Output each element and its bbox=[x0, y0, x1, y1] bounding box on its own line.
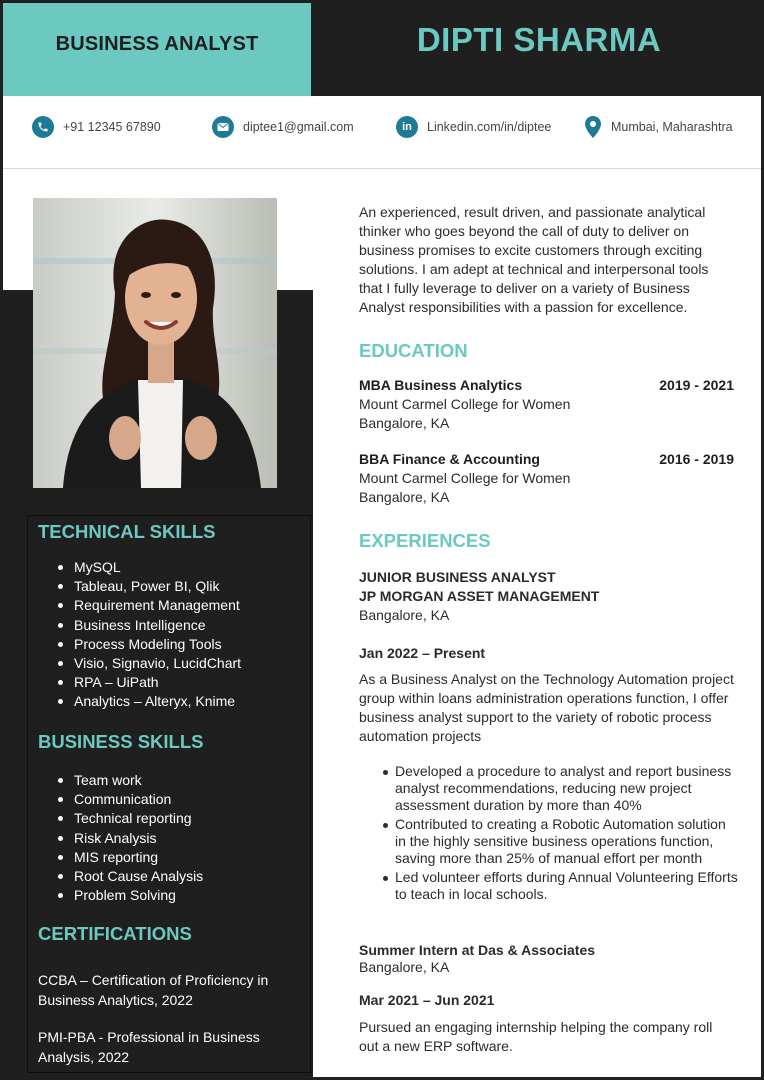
list-item: MIS reporting bbox=[38, 848, 203, 867]
education-entry bbox=[359, 376, 734, 433]
contact-location bbox=[584, 116, 733, 138]
linkedin-icon: in bbox=[396, 116, 418, 138]
profile-photo bbox=[33, 198, 277, 488]
list-item: RPA – UiPath bbox=[38, 673, 241, 692]
list-item: Technical reporting bbox=[38, 809, 203, 828]
list-item: Visio, Signavio, LucidChart bbox=[38, 654, 241, 673]
candidate-name: DIPTI SHARMA bbox=[416, 21, 662, 58]
job-role: JUNIOR BUSINESS ANALYST bbox=[359, 569, 556, 585]
contact-email[interactable] bbox=[212, 116, 354, 138]
contact-phone bbox=[32, 116, 161, 138]
list-item: Process Modeling Tools bbox=[38, 635, 241, 654]
list-item: Contributed to creating a Robotic Automation solution in the highly sensitive business operations function, saving more than 25% of manual effort per month bbox=[379, 816, 739, 867]
job-title: BUSINESS ANALYST bbox=[55, 33, 259, 55]
education-heading: EDUCATION bbox=[359, 340, 468, 361]
list-item: Communication bbox=[38, 790, 203, 809]
job-city: Bangalore, KA bbox=[359, 607, 450, 623]
sidebar-content-box bbox=[27, 515, 311, 1073]
phone-text: +91 12345 67890 bbox=[63, 120, 161, 134]
intern-description: Pursued an engaging internship helping the company roll out a new ERP software. bbox=[359, 1019, 713, 1054]
list-item: Business Intelligence bbox=[38, 616, 241, 635]
certifications-heading: CERTIFICATIONS bbox=[38, 923, 192, 944]
contact-linkedin[interactable] bbox=[396, 116, 551, 138]
job-achievements-list bbox=[379, 763, 739, 905]
contact-bar bbox=[3, 96, 761, 169]
linkedin-text: Linkedin.com/in/diptee bbox=[427, 120, 552, 134]
location-pin-icon bbox=[584, 116, 602, 138]
email-icon bbox=[212, 116, 234, 138]
certification-item: CCBA – Certification of Proficiency in Business Analytics, 2022 bbox=[38, 972, 269, 1008]
list-item: Tableau, Power BI, Qlik bbox=[38, 577, 241, 596]
degree-years: 2016 - 2019 bbox=[659, 451, 734, 467]
profile-summary: An experienced, result driven, and passionate analytical thinker who goes beyond the call of duty to deliver on business promises to excite customers through exciting solutions. I am adept at technical and interpersonal tools that I fully leverage to deliver on a variety of Business Analyst responsibilities with a passion for excellence. bbox=[359, 204, 709, 315]
school-name: Mount Carmel College for Women bbox=[359, 396, 571, 412]
technical-skills-heading: TECHNICAL SKILLS bbox=[38, 521, 216, 542]
intern-city: Bangalore, KA bbox=[359, 959, 450, 975]
list-item: Developed a procedure to analyst and report business analyst recommendations, reducing new project assessment duration by more than 40% bbox=[379, 763, 739, 814]
school-name: Mount Carmel College for Women bbox=[359, 470, 571, 486]
intern-dates: Mar 2021 – Jun 2021 bbox=[359, 992, 495, 1008]
list-item: Problem Solving bbox=[38, 886, 203, 905]
job-description: As a Business Analyst on the Technology Automation project group within loans administration operations function, I offer business analyst support to the variety of robotic process automation projects bbox=[359, 671, 734, 744]
certification-item: PMI-PBA - Professional in Business Analysis, 2022 bbox=[38, 1029, 260, 1065]
list-item: Root Cause Analysis bbox=[38, 867, 203, 886]
technical-skills-list bbox=[38, 558, 241, 712]
degree-title: BBA Finance & Accounting bbox=[359, 451, 540, 467]
list-item: Requirement Management bbox=[38, 596, 241, 615]
phone-icon bbox=[32, 116, 54, 138]
school-city: Bangalore, KA bbox=[359, 489, 450, 505]
degree-years: 2019 - 2021 bbox=[659, 377, 734, 393]
list-item: Risk Analysis bbox=[38, 829, 203, 848]
list-item: Team work bbox=[38, 771, 203, 790]
degree-title: MBA Business Analytics bbox=[359, 377, 523, 393]
list-item: MySQL bbox=[38, 558, 241, 577]
job-dates: Jan 2022 – Present bbox=[359, 645, 486, 661]
intern-role: Summer Intern at Das & Associates bbox=[359, 942, 596, 958]
school-city: Bangalore, KA bbox=[359, 415, 450, 431]
education-entry bbox=[359, 450, 734, 507]
experiences-heading: EXPERIENCES bbox=[359, 530, 491, 551]
business-skills-list bbox=[38, 771, 203, 905]
list-item: Analytics – Alteryx, Knime bbox=[38, 692, 241, 711]
job-company: JP MORGAN ASSET MANAGEMENT bbox=[359, 588, 600, 604]
business-skills-heading: BUSINESS SKILLS bbox=[38, 731, 204, 752]
list-item: Led volunteer efforts during Annual Volunteering Efforts to teach in local schools. bbox=[379, 869, 739, 903]
location-text: Mumbai, Maharashtra bbox=[611, 120, 733, 134]
email-text: diptee1@gmail.com bbox=[243, 120, 354, 134]
